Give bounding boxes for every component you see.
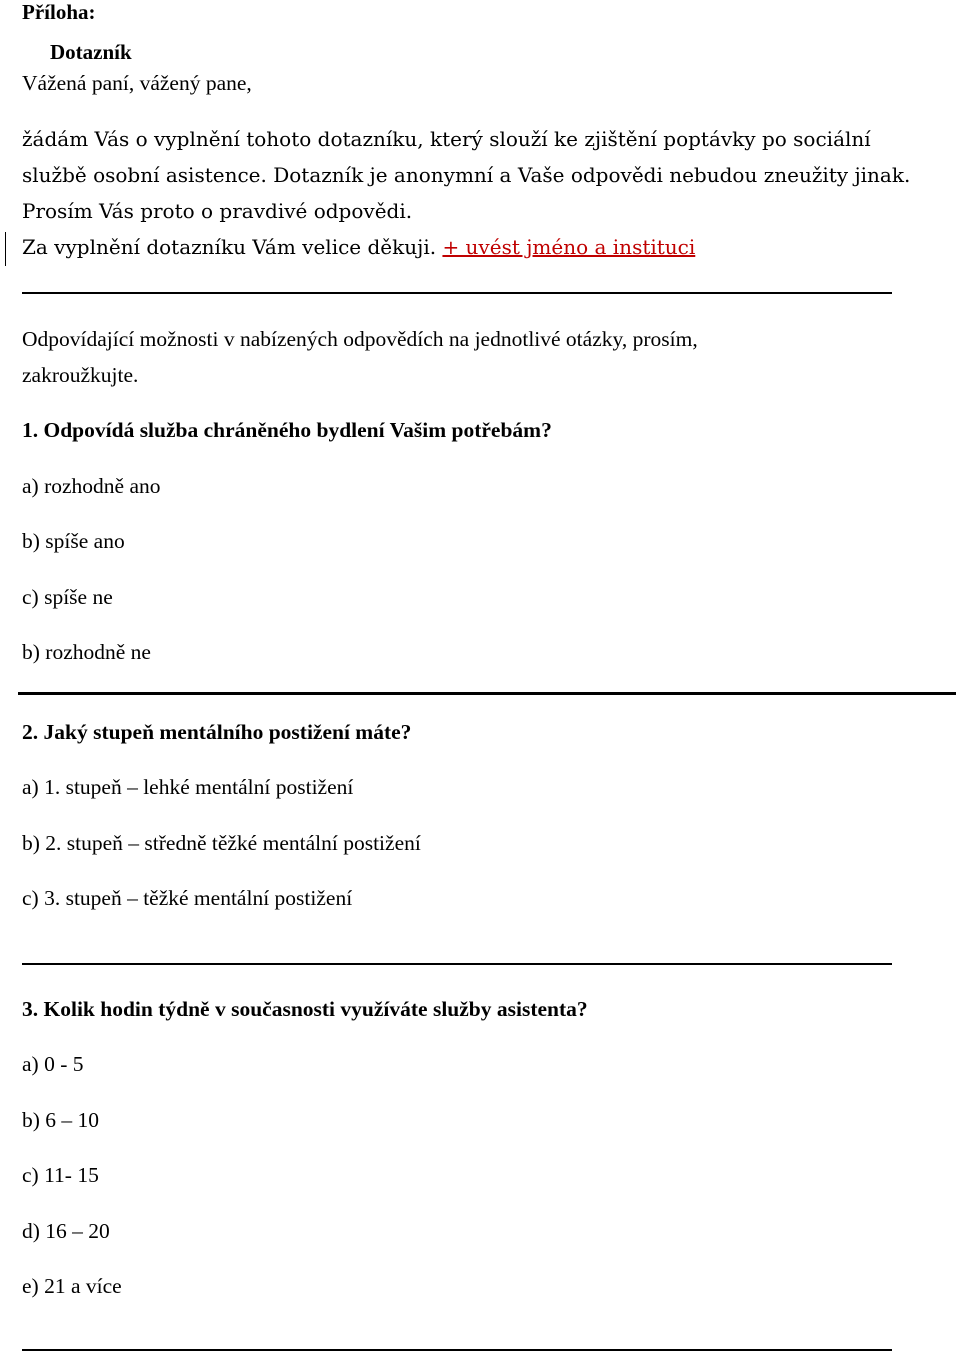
questionnaire-title: Dotazník — [50, 40, 132, 64]
divider — [22, 292, 892, 294]
q3-option-b: b) 6 – 10 — [22, 1108, 100, 1132]
edit-note-link[interactable]: + uvést jméno a instituci — [442, 235, 696, 259]
question-1: 1. Odpovídá služba chráněného bydlení Vašim potřebám? — [22, 418, 552, 442]
q1-option-b: b) spíše ano — [22, 529, 125, 553]
q3-option-e: e) 21 a více — [22, 1274, 122, 1298]
intro-paragraph-line-3: Prosím Vás proto o pravdivé odpovědi. — [22, 199, 413, 223]
instructions-line-2: zakroužkujte. — [22, 363, 139, 387]
divider — [22, 963, 892, 965]
q1-option-d: b) rozhodně ne — [22, 640, 151, 664]
q3-option-c: c) 11- 15 — [22, 1163, 99, 1187]
change-bar — [5, 232, 6, 266]
q1-option-a: a) rozhodně ano — [22, 474, 161, 498]
intro-paragraph-line-2: službě osobní asistence. Dotazník je anonymní a Vaše odpovědi nebudou zneužity jinak. — [22, 163, 911, 187]
q3-option-a: a) 0 - 5 — [22, 1052, 84, 1076]
q2-option-c: c) 3. stupeň – těžké mentální postižení — [22, 886, 353, 910]
q2-option-a: a) 1. stupeň – lehké mentální postižení — [22, 775, 354, 799]
question-2: 2. Jaký stupeň mentálního postižení máte? — [22, 720, 412, 744]
q1-option-c: c) spíše ne — [22, 585, 113, 609]
thanks-line — [22, 237, 695, 257]
divider — [22, 1349, 892, 1351]
q2-option-b: b) 2. stupeň – středně těžké mentální postižení — [22, 831, 421, 855]
intro-paragraph-line-1: žádám Vás o vyplnění tohoto dotazníku, který slouží ke zjištění poptávky po sociální — [22, 127, 871, 151]
thanks-text: Za vyplnění dotazníku Vám velice děkuji. — [22, 235, 437, 259]
salutation: Vážená paní, vážený pane, — [22, 71, 252, 95]
divider — [18, 692, 956, 695]
appendix-label: Příloha: — [22, 0, 96, 24]
q3-option-d: d) 16 – 20 — [22, 1219, 110, 1243]
instructions-line-1: Odpovídající možnosti v nabízených odpovědích na jednotlivé otázky, prosím, — [22, 327, 698, 351]
question-3: 3. Kolik hodin týdně v současnosti využíváte služby asistenta? — [22, 997, 588, 1021]
